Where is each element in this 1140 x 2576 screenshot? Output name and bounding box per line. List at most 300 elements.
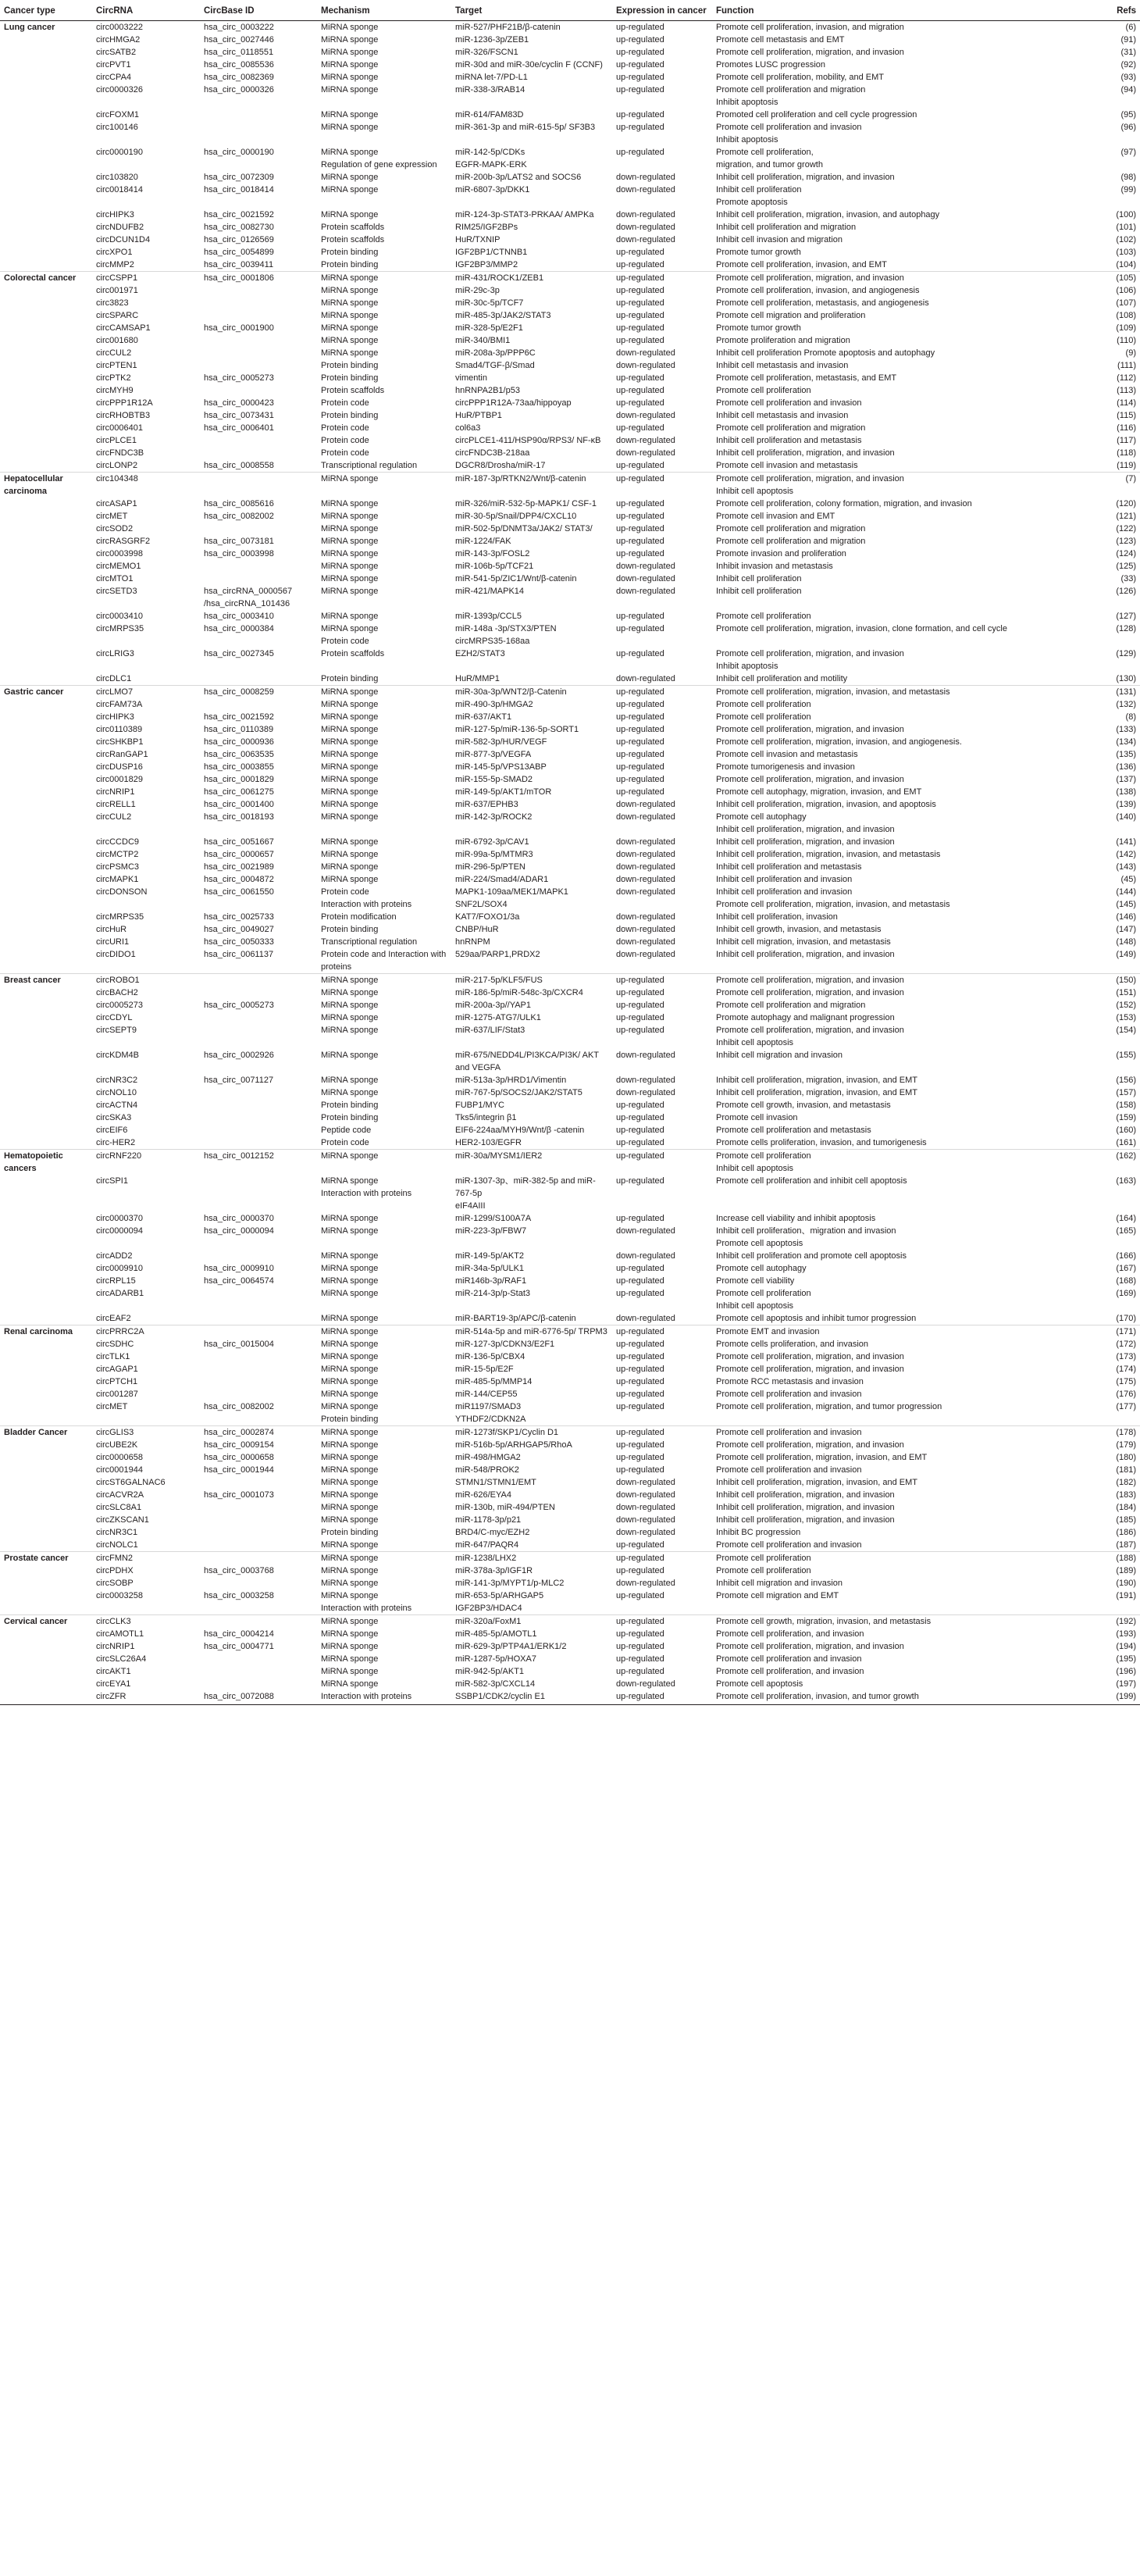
expression-cell: up-regulated	[616, 248, 664, 257]
function-cell: Promote tumor growth	[716, 248, 801, 257]
function-cell: Promote cell invasion	[716, 1113, 798, 1122]
function-cell: Promote cell proliferation, migration, invasion, and metastasis	[712, 686, 1082, 699]
circbase-id-cell: hsa_circ_0027446	[204, 35, 274, 45]
function-cell: Promote cell proliferation	[716, 700, 811, 709]
target-cell: miR-1287-5p/HOXA7	[455, 1654, 536, 1664]
circrna-cell: circMMP2	[96, 260, 134, 269]
mechanism-cell: Transcriptional regulation	[321, 937, 418, 947]
expression-cell: up-regulated	[616, 1591, 664, 1600]
refs-cell: (126)	[1116, 587, 1136, 596]
table-row	[0, 723, 1140, 736]
circbase-id-cell	[200, 121, 317, 146]
circrna-cell: circHMGA2	[96, 35, 141, 45]
refs-cell: (184)	[1116, 1503, 1136, 1512]
cancer-type-cell	[0, 1678, 92, 1690]
cancer-type-cell	[0, 848, 92, 861]
circbase-id-cell	[200, 1287, 317, 1312]
circrna-cell: circSKA3	[96, 1113, 132, 1122]
circrna-cell: circAMOTL1	[96, 1629, 144, 1639]
circrna-cell: circ001680	[96, 336, 138, 345]
expression-cell: up-regulated	[616, 549, 664, 558]
expression-cell: up-regulated	[616, 35, 664, 45]
circbase-id-cell: hsa_circ_0003855	[204, 762, 274, 772]
refs-cell: (109)	[1116, 323, 1136, 333]
expression-cell: up-regulated	[616, 1101, 664, 1110]
refs-cell: (139)	[1116, 800, 1136, 809]
circbase-id-cell	[200, 1099, 317, 1111]
cancer-type-cell	[0, 1124, 92, 1136]
circbase-id-cell: hsa_circ_0063535	[204, 750, 274, 759]
cancer-type-cell	[0, 1439, 92, 1451]
target-cell: miR-516b-5p/ARHGAP5/RhoA	[455, 1440, 572, 1450]
refs-cell: (132)	[1116, 700, 1136, 709]
refs-cell: (103)	[1116, 248, 1136, 257]
function-cell: Promote cell proliferation, migration, and invasion	[716, 1352, 904, 1361]
circbase-id-cell	[200, 109, 317, 121]
expression-cell: down-regulated	[616, 800, 675, 809]
mechanism-cell: MiRNA sponge Protein binding	[321, 1402, 379, 1424]
refs-cell: (8)	[1125, 712, 1136, 722]
mechanism-cell: MiRNA sponge	[321, 311, 379, 320]
expression-cell: down-regulated	[616, 1579, 675, 1588]
circbase-id-cell: hsa_circ_0001073	[204, 1490, 274, 1500]
target-cell: miR-29c-3p	[455, 286, 500, 295]
expression-cell: up-regulated	[616, 311, 664, 320]
circbase-id-cell	[200, 309, 317, 322]
mechanism-cell: MiRNA sponge	[321, 587, 379, 596]
circrna-cell: circCCDC9	[96, 837, 139, 847]
circrna-cell: circ001971	[96, 286, 138, 295]
table-row	[0, 473, 1140, 498]
expression-cell: down-regulated	[616, 1076, 675, 1085]
expression-cell: up-regulated	[616, 1642, 664, 1651]
mechanism-cell: MiRNA sponge	[321, 775, 379, 784]
circrna-cell: circACTN4	[96, 1101, 138, 1110]
expression-cell: up-regulated	[616, 612, 664, 621]
table-row	[0, 59, 1140, 71]
expression-cell: down-regulated	[616, 436, 675, 445]
expression-cell: up-regulated	[616, 286, 664, 295]
cancer-type-cell: Lung cancer	[4, 23, 55, 32]
cancer-type-cell	[0, 736, 92, 748]
expression-cell: down-regulated	[616, 1679, 675, 1689]
cancer-type-cell	[0, 1565, 92, 1577]
target-cell: miR-942-5p/AKT1	[455, 1667, 525, 1676]
target-cell: miR-541-5p/ZIC1/Wnt/β-catenin	[455, 574, 577, 583]
circbase-id-cell: hsa_circ_0018193	[204, 812, 274, 822]
mechanism-cell: MiRNA sponge	[321, 1453, 379, 1462]
mechanism-cell: MiRNA sponge	[321, 612, 379, 621]
table-row	[0, 1338, 1140, 1350]
mechanism-cell: MiRNA sponge	[317, 1552, 451, 1565]
circbase-id-cell	[200, 1350, 317, 1363]
expression-cell: down-regulated	[616, 1478, 675, 1487]
circrna-cell: circKDM4B	[96, 1051, 140, 1060]
function-cell: Inhibit cell proliferation, migration, and invasion	[716, 173, 895, 182]
table-row	[0, 936, 1140, 948]
mechanism-cell: MiRNA sponge	[321, 1490, 379, 1500]
circrna-cell: circDCUN1D4	[96, 235, 151, 244]
table-row	[0, 811, 1140, 836]
target-cell: miR-637/AKT1	[455, 712, 512, 722]
mechanism-cell: MiRNA sponge	[321, 1440, 379, 1450]
cancer-type-cell	[0, 861, 92, 873]
expression-cell: up-regulated	[616, 988, 664, 997]
cancer-type-cell	[0, 1275, 92, 1287]
circbase-id-cell: hsa_circ_0039411	[204, 260, 274, 269]
table-row	[0, 560, 1140, 573]
circrna-cell: circEYA1	[96, 1679, 131, 1689]
table-row	[0, 422, 1140, 434]
circbase-id-cell: hsa_circ_0003258	[204, 1591, 274, 1600]
refs-cell: (96)	[1120, 123, 1136, 132]
expression-cell: up-regulated	[612, 1615, 712, 1629]
target-cell: miR-186-5p/miR-548c-3p/CXCR4	[455, 988, 583, 997]
refs-cell: (174)	[1116, 1365, 1136, 1374]
mechanism-cell: MiRNA sponge	[321, 1390, 379, 1399]
refs-cell: (138)	[1116, 787, 1136, 797]
header-refs: Refs	[1082, 6, 1140, 21]
circbase-id-cell	[200, 698, 317, 711]
table-row	[0, 1136, 1140, 1150]
target-cell: miR-877-3p/VEGFA	[455, 750, 532, 759]
expression-cell: up-regulated	[612, 974, 712, 987]
mechanism-cell: MiRNA sponge	[321, 185, 379, 194]
circbase-id-cell: hsa_circRNA_0000567 /hsa_circRNA_101436	[204, 587, 293, 608]
circbase-id-cell	[200, 1539, 317, 1552]
cancer-type-cell	[0, 1451, 92, 1464]
circrna-cell: circMRPS35	[96, 912, 144, 922]
mechanism-cell: MiRNA sponge Protein code	[321, 624, 379, 646]
expression-cell: up-regulated	[616, 1654, 664, 1664]
target-cell: miR-142-5p/CDKs EGFR-MAPK-ERK	[455, 148, 527, 169]
mechanism-cell: Protein binding	[321, 260, 379, 269]
circbase-id-cell: hsa_circ_0064574	[204, 1276, 274, 1286]
table-row	[0, 523, 1140, 535]
function-cell: Inhibit cell proliferation and metastasis	[716, 862, 862, 872]
refs-cell: (102)	[1116, 235, 1136, 244]
expression-cell: up-regulated	[616, 1465, 664, 1475]
circrna-cell: circSETD3	[96, 587, 137, 596]
mechanism-cell: MiRNA sponge	[321, 1076, 379, 1085]
target-cell: miR-200b-3p/LATS2 and SOCS6	[455, 173, 582, 182]
circrna-cell: circURI1	[96, 937, 130, 947]
refs-cell: (152)	[1116, 1001, 1136, 1010]
target-cell: miR-485-3p/JAK2/STAT3	[455, 311, 551, 320]
cancer-type-cell: Colorectal cancer	[0, 272, 92, 285]
circrna-cell: circBACH2	[96, 988, 138, 997]
cancer-type-cell	[0, 498, 92, 510]
expression-cell: down-regulated	[616, 1515, 675, 1525]
mechanism-cell: MiRNA sponge	[321, 286, 379, 295]
target-cell: miR-328-5p/E2F1	[455, 323, 523, 333]
circrna-cell: circST6GALNAC6	[96, 1478, 166, 1487]
table-row	[0, 698, 1140, 711]
refs-cell: (6)	[1125, 23, 1136, 32]
mechanism-cell: MiRNA sponge	[321, 1001, 379, 1010]
mechanism-cell: MiRNA sponge	[321, 323, 379, 333]
cancer-type-cell	[0, 623, 92, 648]
function-cell: Inhibit cell proliferation	[716, 587, 802, 596]
circbase-id-cell: hsa_circ_0000657	[204, 850, 274, 859]
target-cell: miR-144/CEP55	[455, 1390, 518, 1399]
circrna-cell: circ0006401	[96, 423, 143, 433]
refs-cell: (94)	[1120, 85, 1136, 95]
circrna-cell: circNR3C2	[96, 1076, 138, 1085]
circrna-cell: circHIPK3	[96, 712, 134, 722]
cancer-type-cell	[0, 836, 92, 848]
refs-cell: (167)	[1116, 1264, 1136, 1273]
function-cell: Promote cell proliferation and migration	[716, 524, 866, 533]
target-cell: miR-296-5p/PTEN	[455, 862, 525, 872]
table-row	[0, 309, 1140, 322]
function-cell: Promote cell proliferation	[716, 386, 811, 395]
function-cell: Promote cell proliferation, migration, and tumor growth	[716, 148, 823, 169]
circbase-id-cell: hsa_circ_0000384	[204, 624, 274, 633]
circrna-cell: circ103820	[96, 173, 138, 182]
mechanism-cell: MiRNA sponge	[321, 123, 379, 132]
refs-cell: (157)	[1116, 1088, 1136, 1097]
mechanism-cell: MiRNA sponge	[317, 1150, 451, 1176]
refs-cell: (160)	[1116, 1126, 1136, 1135]
expression-cell: up-regulated	[616, 123, 664, 132]
refs-cell: (190)	[1116, 1579, 1136, 1588]
circbase-id-cell	[200, 1653, 317, 1665]
target-cell: miR-1275-ATG7/ULK1	[455, 1013, 541, 1022]
expression-cell: down-regulated	[616, 875, 675, 884]
circbase-id-cell: hsa_circ_0004771	[204, 1642, 274, 1651]
target-cell: miR-326/FSCN1	[455, 48, 518, 57]
cancer-type-cell	[0, 1011, 92, 1024]
refs-cell: (123)	[1116, 537, 1136, 546]
function-cell: Inhibit cell proliferation, invasion	[716, 912, 838, 922]
mechanism-cell: MiRNA sponge	[321, 1026, 379, 1035]
table-row	[0, 873, 1140, 886]
refs-cell: (178)	[1082, 1426, 1140, 1440]
cancer-type-cell	[0, 1526, 92, 1539]
mechanism-cell: Protein binding	[321, 1113, 379, 1122]
refs-cell: (104)	[1116, 260, 1136, 269]
refs-cell: (9)	[1125, 348, 1136, 358]
target-cell: miR-148a -3p/STX3/PTEN circMRPS35-168aa	[455, 624, 557, 646]
expression-cell: up-regulated	[612, 1426, 712, 1440]
circbase-id-cell: hsa_circ_0001900	[204, 323, 274, 333]
function-cell: Promoted cell proliferation and cell cycle progression	[716, 110, 917, 120]
refs-cell: (151)	[1116, 988, 1136, 997]
table-row	[0, 585, 1140, 610]
cancer-type-cell: Bladder Cancer	[0, 1426, 92, 1440]
refs-cell: (122)	[1116, 524, 1136, 533]
cancer-type-cell	[0, 1262, 92, 1275]
cancer-type-cell	[0, 936, 92, 948]
refs-cell: (177)	[1116, 1402, 1136, 1411]
circbase-id-cell: hsa_circ_0027345	[204, 649, 274, 658]
target-cell: miR-149-5p/AKT1/mTOR	[455, 787, 552, 797]
target-cell: miR-527/PHF21B/β-catenin	[455, 23, 561, 32]
cancer-type-cell	[0, 886, 92, 911]
circrna-cell: circ0003222	[96, 23, 143, 32]
function-cell: Inhibit cell proliferation, migration, and invasion	[716, 837, 895, 847]
target-cell: miR-BART19-3p/APC/β-catenin	[455, 1314, 576, 1323]
table-row	[0, 648, 1140, 673]
target-cell: miR-490-3p/HMGA2	[455, 700, 533, 709]
function-cell: Promote cell proliferation and invasion	[716, 1465, 862, 1475]
mechanism-cell: MiRNA sponge	[321, 1365, 379, 1374]
header-circrna: CircRNA	[92, 6, 200, 21]
cancer-type-cell	[0, 109, 92, 121]
table-row	[0, 1124, 1140, 1136]
circbase-id-cell: hsa_circ_0000094	[204, 1226, 274, 1236]
table-header-row	[0, 6, 1140, 21]
table-row	[0, 711, 1140, 723]
expression-cell: down-regulated	[616, 185, 675, 194]
expression-cell: up-regulated	[616, 110, 664, 120]
table-row	[0, 109, 1140, 121]
table-row	[0, 1426, 1140, 1440]
function-cell: Promote cell proliferation, migration, and invasion	[712, 272, 1082, 285]
refs-cell: (172)	[1116, 1340, 1136, 1349]
expression-cell: up-regulated	[616, 1377, 664, 1386]
cancer-type-cell	[0, 987, 92, 999]
refs-cell: (181)	[1116, 1465, 1136, 1475]
expression-cell: up-regulated	[616, 386, 664, 395]
circbase-id-cell: hsa_circ_0085536	[204, 60, 274, 70]
expression-cell: up-regulated	[616, 1390, 664, 1399]
mechanism-cell: MiRNA sponge	[321, 1377, 379, 1386]
function-cell: Promote cell proliferation, colony formation, migration, and invasion	[716, 499, 972, 508]
table-row	[0, 397, 1140, 409]
mechanism-cell: MiRNA sponge	[321, 1226, 379, 1236]
target-cell: miR-6792-3p/CAV1	[455, 837, 529, 847]
function-cell: Inhibit cell proliferation, migration, invasion, and autophagy	[716, 210, 940, 219]
expression-cell: up-regulated	[616, 1566, 664, 1575]
function-cell: Promote cell invasion and EMT	[716, 512, 835, 521]
circbase-id-cell: hsa_circ_0126569	[204, 235, 274, 244]
function-cell: Promote cell proliferation, invasion, and migration	[716, 23, 904, 32]
header-circbase-id: CircBase ID	[200, 6, 317, 21]
refs-cell: (140)	[1116, 812, 1136, 822]
circbase-id-cell: hsa_circ_0051667	[204, 837, 274, 847]
cancer-type-cell	[0, 34, 92, 46]
function-cell: Inhibit cell proliferation, migration, invasion, and EMT	[716, 1076, 918, 1085]
target-cell: miRNA let-7/PD-L1	[455, 73, 528, 82]
expression-cell: up-regulated	[616, 512, 664, 521]
circbase-id-cell	[200, 359, 317, 372]
expression-cell: down-regulated	[616, 235, 675, 244]
function-cell: Inhibit cell proliferation and migration	[716, 223, 857, 232]
table-row	[0, 1464, 1140, 1476]
table-row	[0, 886, 1140, 911]
mechanism-cell: Protein code	[321, 436, 369, 445]
circrna-cell: circ-HER2	[96, 1138, 136, 1147]
circrna-cell: circCAMSAP1	[96, 323, 151, 333]
circrna-cell: circRELL1	[96, 800, 136, 809]
expression-cell: up-regulated	[616, 398, 664, 408]
target-cell: miR-15-5p/E2F	[455, 1365, 514, 1374]
circrna-cell: circLRIG3	[96, 649, 134, 658]
table-row	[0, 686, 1140, 699]
expression-cell: up-regulated	[616, 48, 664, 57]
table-row	[0, 1489, 1140, 1501]
cancer-type-cell	[0, 184, 92, 209]
table-row	[0, 798, 1140, 811]
refs-cell: (173)	[1116, 1352, 1136, 1361]
circrna-cell: circRHOBTB3	[96, 411, 151, 420]
circbase-id-cell	[200, 1501, 317, 1514]
cancer-type-cell	[0, 510, 92, 523]
expression-cell: up-regulated	[616, 423, 664, 433]
circbase-id-cell	[200, 560, 317, 573]
circbase-id-cell: hsa_circ_0002926	[204, 1051, 274, 1060]
table-row	[0, 21, 1140, 34]
circbase-id-cell: hsa_circ_0073181	[204, 537, 274, 546]
cancer-type-cell	[0, 1400, 92, 1426]
cancer-type-cell	[0, 209, 92, 221]
refs-cell: (125)	[1116, 562, 1136, 571]
target-cell: CNBP/HuR	[455, 925, 499, 934]
target-cell: DGCR8/Drosha/miR-17	[455, 461, 546, 470]
circbase-id-cell: hsa_circ_0009154	[204, 1440, 274, 1450]
mechanism-cell: MiRNA sponge	[321, 574, 379, 583]
function-cell: Promote cells proliferation, invasion, and tumorigenesis	[716, 1138, 927, 1147]
expression-cell: down-regulated	[616, 1490, 675, 1500]
function-cell: Promote cell proliferation, migration, and invasion Inhibit apoptosis	[716, 649, 904, 671]
expression-cell: up-regulated	[616, 1126, 664, 1135]
function-cell: Promote cell proliferation, migration, and invasion	[716, 725, 904, 734]
circbase-id-cell	[200, 1665, 317, 1678]
function-cell: Inhibit cell metastasis and invasion	[716, 411, 849, 420]
expression-cell: down-regulated	[616, 448, 675, 458]
expression-cell: up-regulated	[616, 1352, 664, 1361]
table-row	[0, 1111, 1140, 1124]
cancer-type-cell	[0, 573, 92, 585]
mechanism-cell: MiRNA sponge	[317, 272, 451, 285]
target-cell: MAPK1-109aa/MEK1/MAPK1 SNF2L/SOX4	[455, 887, 568, 909]
refs-cell: (137)	[1116, 775, 1136, 784]
circbase-id-cell: hsa_circ_0000190	[204, 148, 274, 157]
circrna-cell: circDIDO1	[96, 950, 136, 959]
circrna-cell: circPTEN1	[96, 361, 137, 370]
target-cell: miR-614/FAM83D	[455, 110, 524, 120]
expression-cell: up-regulated	[616, 499, 664, 508]
circbase-id-cell: hsa_circ_0061275	[204, 787, 274, 797]
mechanism-cell: MiRNA sponge	[321, 812, 379, 822]
target-cell: miR-421/MAPK14	[455, 587, 525, 596]
function-cell: Promote cell proliferation Inhibit cell apoptosis	[712, 1150, 1082, 1176]
target-cell: miR-34a-5p/ULK1	[455, 1264, 525, 1273]
expression-cell: down-regulated	[616, 173, 675, 182]
table-row	[0, 84, 1140, 109]
expression-cell: up-regulated	[616, 1264, 664, 1273]
expression-cell: down-regulated	[616, 912, 675, 922]
expression-cell: up-regulated	[616, 323, 664, 333]
table-row	[0, 1325, 1140, 1339]
circbase-id-cell	[200, 573, 317, 585]
expression-cell: up-regulated	[616, 373, 664, 383]
target-cell: miR-1307-3p、miR-382-5p and miR-767-5p eIF4AIII	[455, 1176, 596, 1211]
target-cell: miR-1273f/SKP1/Cyclin D1	[451, 1426, 612, 1440]
circrna-cell: circSPARC	[96, 311, 139, 320]
mechanism-cell: MiRNA sponge	[321, 1540, 379, 1550]
function-cell: Promote cell proliferation, metastasis, and angiogenesis	[716, 298, 929, 308]
expression-cell: up-regulated	[616, 624, 664, 633]
circbase-id-cell	[200, 1024, 317, 1049]
cancer-type-cell	[0, 409, 92, 422]
cancer-type-cell	[0, 1338, 92, 1350]
circbase-id-cell	[200, 1111, 317, 1124]
circrna-cell: circ0001829	[96, 775, 143, 784]
table-row	[0, 259, 1140, 272]
